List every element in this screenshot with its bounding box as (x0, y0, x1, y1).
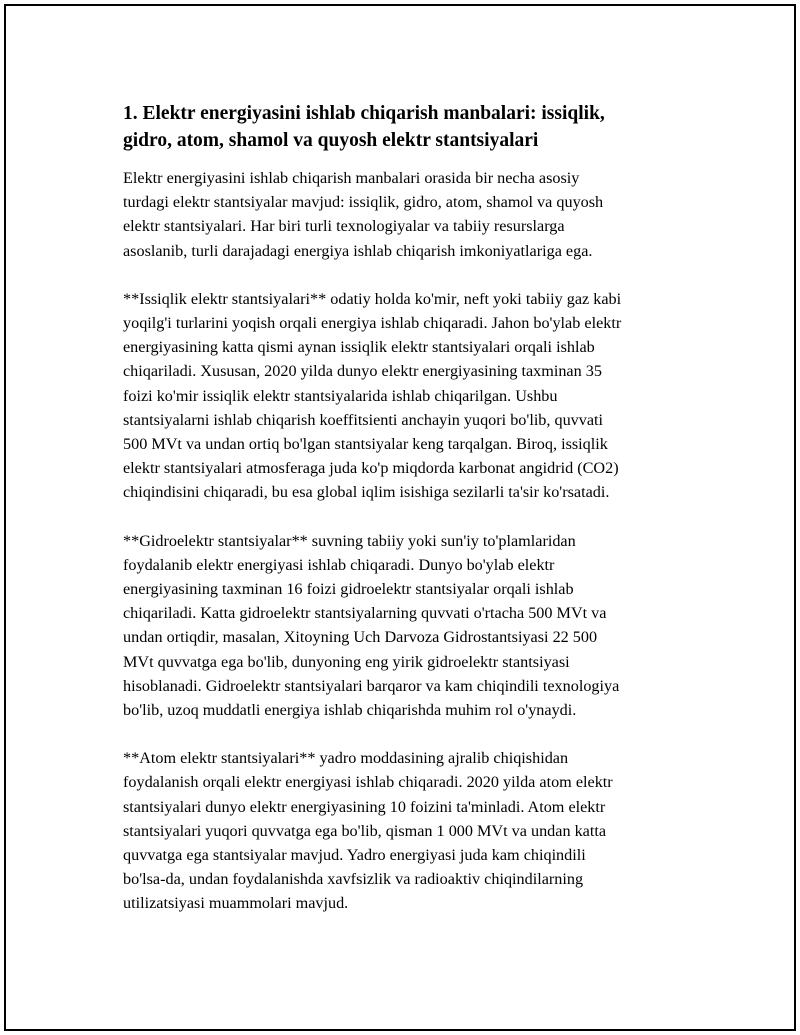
text-line: quvvatga ega stantsiyalar mavjud. Yadro energiyasi juda kam chiqindili (123, 846, 586, 865)
text-line: chiqariladi. Katta gidroelektr stantsiyalarning quvvati o'rtacha 500 MVt va (123, 604, 607, 623)
text-line: energiyasining taxminan 16 foizi gidroelektr stantsiyalar orqali ishlab (123, 580, 574, 599)
text-line: Elektr energiyasini ishlab chiqarish manbalari orasida bir necha asosiy (123, 169, 580, 187)
text-line: stantsiyalari yuqori quvvatga ega bo'lib, qisman 1 000 MVt va undan katta (123, 821, 607, 840)
section-heading (123, 100, 691, 154)
document-body (123, 100, 691, 940)
text-line: bo'lib, uzoq muddatli energiya ishlab chiqarishda muhim rol o'ynaydi. (123, 701, 577, 720)
hydro-plants-paragraph (123, 529, 691, 723)
text-line: yoqilg'i turlarini yoqish orqali energiya ishlab chiqaradi. Jahon bo'ylab elektr (123, 314, 622, 333)
heading-line: gidro, atom, shamol va quyosh elektr stantsiyalari (123, 130, 539, 151)
text-line: asoslanib, turli darajadagi energiya ishlab chiqarish imkoniyatlariga ega. (123, 241, 593, 260)
text-line: hisoblanadi. Gidroelektr stantsiyalari barqaror va kam chiqindili texnologiya (123, 676, 620, 695)
text-line: foydalanish orqali elektr energiyasi ishlab chiqaradi. 2020 yilda atom elektr (123, 773, 613, 792)
text-line: chiqariladi. Xususan, 2020 yilda dunyo elektr energiyasining taxminan 35 (123, 362, 602, 381)
text-line: energiyasining katta qismi aynan issiqlik elektr stantsiyalari orqali ishlab (123, 338, 595, 357)
nuclear-plants-paragraph (123, 746, 691, 915)
text-line: MVt quvvatga ega bo'lib, dunyoning eng yirik gidroelektr stantsiyasi (123, 652, 570, 671)
text-line: elektr stantsiyalari. Har biri turli texnologiyalar va tabiiy resurslarga (123, 217, 565, 236)
text-line: stantsiyalarni ishlab chiqarish koeffitsienti anchayin yuqori bo'lib, quvvati (123, 410, 604, 429)
text-line: turdagi elektr stantsiyalar mavjud: issiqlik, gidro, atom, shamol va quyosh (123, 193, 604, 212)
text-line: **Atom elektr stantsiyalari** yadro moddasining ajralib chiqishidan (123, 749, 569, 768)
text-line: chiqindisini chiqaradi, bu esa global iqlim isishiga sezilarli ta'sir ko'rsatadi. (123, 483, 610, 502)
text-line: **Issiqlik elektr stantsiyalari** odatiy holda ko'mir, neft yoki tabiiy gaz kabi (123, 289, 622, 308)
text-line: **Gidroelektr stantsiyalar** suvning tabiiy yoki sun'iy to'plamlaridan (123, 531, 576, 550)
thermal-plants-paragraph (123, 287, 691, 505)
page-frame (4, 4, 796, 1031)
intro-paragraph (123, 166, 691, 263)
text-line: undan ortiqdir, masalan, Xitoyning Uch Darvoza Gidrostantsiyasi 22 500 (123, 628, 598, 647)
text-line: foizi ko'mir issiqlik elektr stantsiyalarida ishlab chiqarilgan. Ushbu (123, 386, 558, 405)
text-line: foydalanib elektr energiyasi ishlab chiqaradi. Dunyo bo'ylab elektr (123, 555, 555, 574)
text-line: elektr stantsiyalari atmosferaga juda ko'p miqdorda karbonat angidrid (CO2) (123, 459, 619, 478)
text-line: bo'lsa-da, undan foydalanishda xavfsizlik va radioaktiv chiqindilarning (123, 870, 584, 889)
text-line: 500 MVt va undan ortiq bo'lgan stantsiyalar keng tarqalgan. Biroq, issiqlik (123, 435, 608, 454)
text-line: utilizatsiyasi muammolari mavjud. (123, 894, 349, 913)
heading-line: 1. Elektr energiyasini ishlab chiqarish manbalari: issiqlik, (123, 103, 605, 124)
text-line: stantsiyalari dunyo elektr energiyasining 10 foizini ta'minladi. Atom elektr (123, 797, 606, 816)
